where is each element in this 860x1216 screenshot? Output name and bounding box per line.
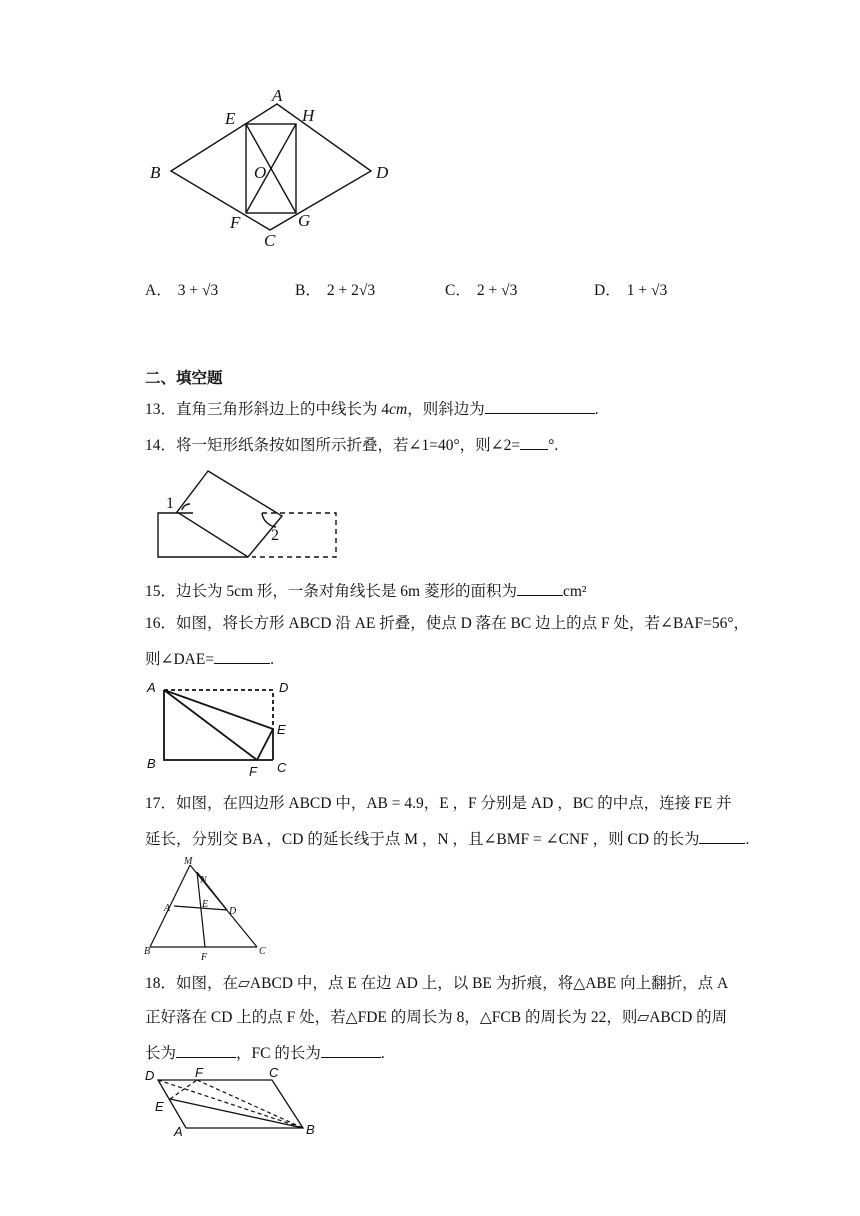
q18-label-b: B bbox=[306, 1122, 315, 1137]
question-13: 13．直角三角形斜边上的中线长为 4cm，则斜边为 . bbox=[145, 398, 599, 420]
question-16-line-1: 16．如图，将长方形 ABCD 沿 AE 折叠，使点 D 落在 BC 边上的点 F 处，若∠BAF=56°， bbox=[145, 615, 750, 632]
q17-label-c: C bbox=[259, 946, 266, 957]
q18-line-ef bbox=[170, 1080, 197, 1099]
question-18-line-2: 正好落在 CD 上的点 F 处，若△FDE 的周长为 8，△FCB 的周长为 22，则▱ABCD 的周 bbox=[145, 1009, 728, 1026]
q12-label-b: B bbox=[150, 163, 161, 182]
q14-label-1: 1 bbox=[166, 495, 174, 512]
question-17-line-1: 17．如图，在四边形 ABCD 中，AB = 4.9，E ，F 分别是 AD ，BC 的中点，连接 FE 并 bbox=[145, 795, 732, 812]
q12-choice-c: C． 2 + √3 bbox=[445, 282, 518, 299]
q17-label-m: M bbox=[184, 856, 193, 867]
q18-label-e: E bbox=[155, 1099, 164, 1114]
q18-label-f: F bbox=[195, 1065, 203, 1080]
question-18-line-3: 长为 ，FC 的长为 . bbox=[145, 1042, 385, 1064]
q18-line-eb bbox=[170, 1099, 303, 1128]
q12-label-g: G bbox=[298, 211, 311, 230]
q18-label-a: A bbox=[174, 1124, 183, 1139]
q12-label-f: F bbox=[230, 213, 241, 232]
q18-line-db bbox=[158, 1080, 303, 1128]
question-17-line-2: 延长，分别交 BA ，CD 的延长线于点 M ，N ，且∠BMF = ∠CNF ，则 CD 的长为 . bbox=[145, 828, 749, 850]
q12-choice-b: B． 2 + 2√3 bbox=[295, 282, 376, 299]
q17-label-b: B bbox=[144, 946, 151, 957]
q17-label-a: A bbox=[164, 903, 171, 914]
q17-label-e: E bbox=[202, 899, 209, 910]
q12-label-c: C bbox=[264, 231, 276, 250]
question-15: 15．边长为 5cm 形，一条对角线长是 6m 菱形的面积为 cm² bbox=[145, 580, 587, 602]
q12-label-d: D bbox=[376, 163, 389, 182]
question-18-line-1: 18．如图，在▱ABCD 中，点 E 在边 AD 上，以 BE 为折痕，将△ABE 向上翻折，点 A bbox=[145, 975, 729, 992]
q18-label-d: D bbox=[145, 1068, 155, 1083]
q12-choice-d: D． 1 + √3 bbox=[594, 282, 668, 299]
q12-label-h: H bbox=[302, 106, 315, 125]
q16-label-b: B bbox=[147, 756, 156, 771]
q18-label-c: C bbox=[269, 1065, 279, 1080]
section-title: 二、填空题 bbox=[145, 370, 223, 387]
q16-label-a: A bbox=[147, 680, 156, 695]
q16-label-e: E bbox=[277, 722, 286, 737]
q17-label-n: N bbox=[200, 875, 207, 886]
q17-label-d: D bbox=[229, 906, 237, 917]
q16-label-c: C bbox=[277, 760, 287, 775]
q12-choice-a: A． 3 + √3 bbox=[145, 282, 219, 299]
question-14: 14．将一矩形纸条按如图所示折叠，若∠1=40°，则∠2= °. bbox=[145, 434, 558, 456]
q17-label-f: F bbox=[201, 952, 208, 963]
question-16-line-2: 则∠DAE= . bbox=[145, 648, 274, 670]
q14-label-2: 2 bbox=[271, 527, 279, 544]
q12-label-a: A bbox=[272, 86, 283, 105]
q16-label-d: D bbox=[279, 680, 289, 695]
q12-label-e: E bbox=[225, 109, 236, 128]
q12-label-o: O bbox=[254, 163, 267, 182]
q16-label-f: F bbox=[249, 764, 257, 779]
